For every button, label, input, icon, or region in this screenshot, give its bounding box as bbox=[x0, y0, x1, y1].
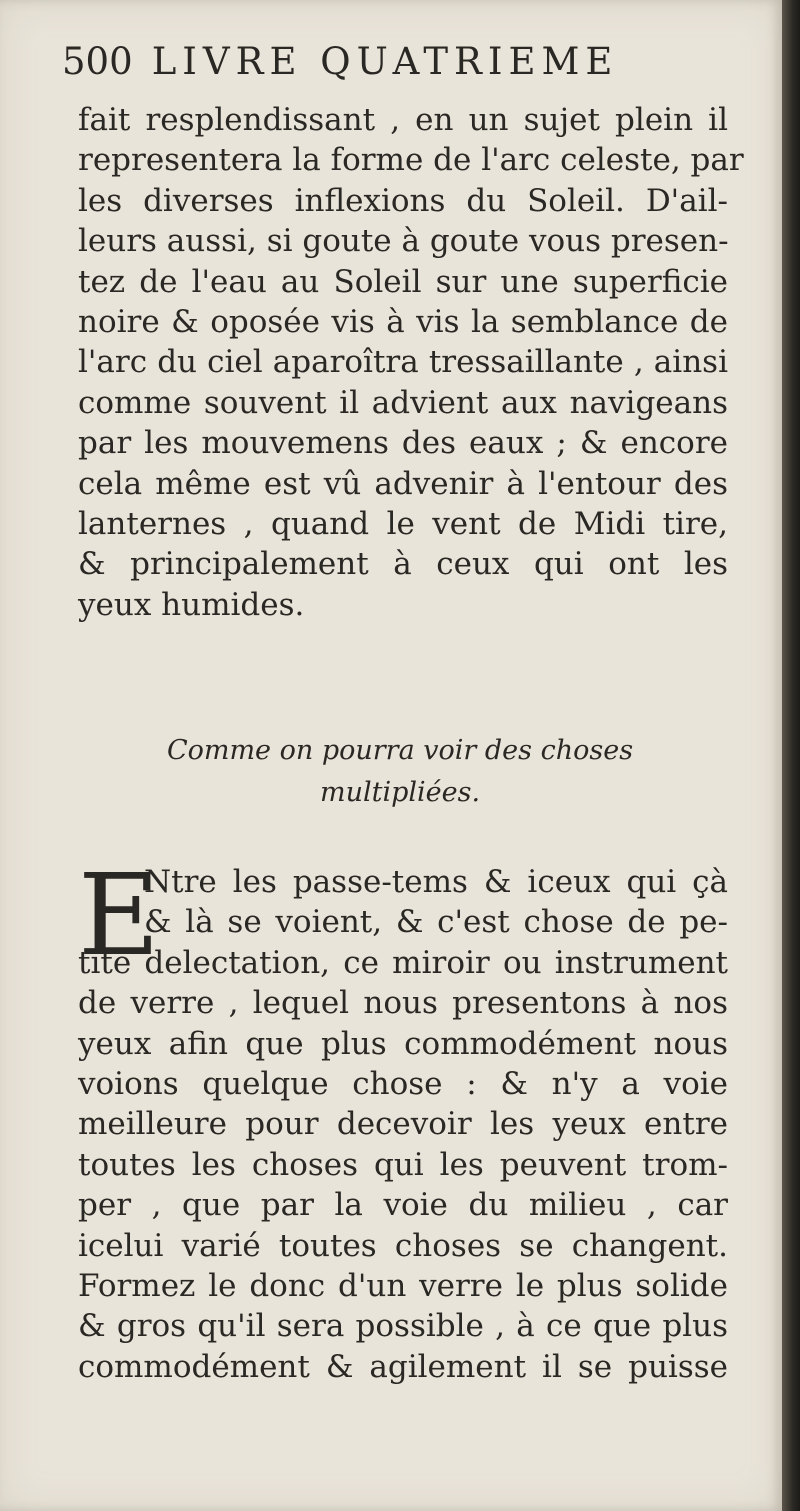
text-line: cela même est vû advenir à l'entour des bbox=[78, 465, 728, 502]
text-line: & principalement à ceux qui ont les bbox=[78, 546, 728, 583]
text-line: & là se voient, & c'est chose de pe- bbox=[144, 904, 728, 941]
text-line: per , que par la voie du milieu , car bbox=[78, 1187, 728, 1224]
text-line: tite delectation, ce miroir ou instrument bbox=[78, 944, 728, 981]
text-line: toutes les choses qui les peuvent trom- bbox=[78, 1146, 728, 1183]
text-line: Formez le donc d'un verre le plus solide bbox=[78, 1268, 728, 1305]
text-line: meilleure pour decevoir les yeux entre bbox=[78, 1106, 728, 1143]
text-line: comme souvent il advient aux navigeans bbox=[78, 384, 728, 421]
text-line: tez de l'eau au Soleil sur une superficie bbox=[78, 263, 728, 300]
section-title bbox=[100, 730, 700, 814]
text-line: yeux afin que plus commodément nous bbox=[78, 1025, 728, 1062]
paragraph-2 bbox=[78, 851, 728, 1387]
text-line: icelui varié toutes choses se changent. bbox=[78, 1227, 728, 1264]
text-line: par les mouvemens des eaux ; & encore bbox=[78, 425, 728, 462]
text-line: lanternes , quand le vent de Midi tire, bbox=[78, 506, 728, 543]
page-number: 500 bbox=[62, 40, 133, 83]
text-line: fait resplendissant , en un sujet plein il bbox=[78, 102, 728, 138]
text-line: & gros qu'il sera possible , à ce que plus bbox=[78, 1308, 728, 1345]
section-title-line: multipliées. bbox=[319, 777, 481, 808]
text-line: Ntre les passe-tems & iceux qui çà bbox=[144, 864, 728, 900]
running-head: LIVRE QUATRIEME bbox=[151, 40, 619, 83]
paragraph-1 bbox=[78, 100, 744, 625]
page-header bbox=[62, 40, 702, 100]
text-line: yeux humides. bbox=[78, 586, 305, 623]
text-line: de verre , lequel nous presentons à nos bbox=[78, 985, 728, 1022]
text-line: voions quelque chose : & n'y a voie bbox=[78, 1066, 728, 1103]
page-edge-shadow bbox=[782, 0, 800, 1511]
section-title-line: Comme on pourra voir des choses bbox=[166, 735, 634, 766]
text-line: les diverses inflexions du Soleil. D'ail- bbox=[78, 182, 728, 219]
text-line: leurs aussi, si goute à goute vous presen- bbox=[78, 223, 729, 260]
text-line: commodément & agilement il se puisse bbox=[78, 1348, 728, 1385]
text-line: noire & oposée vis à vis la semblance de bbox=[78, 304, 728, 341]
drop-cap: E bbox=[78, 851, 160, 981]
text-line: l'arc du ciel aparoîtra tressaillante , ainsi bbox=[78, 344, 728, 381]
text-line: representera la forme de l'arc celeste, par bbox=[78, 142, 744, 179]
